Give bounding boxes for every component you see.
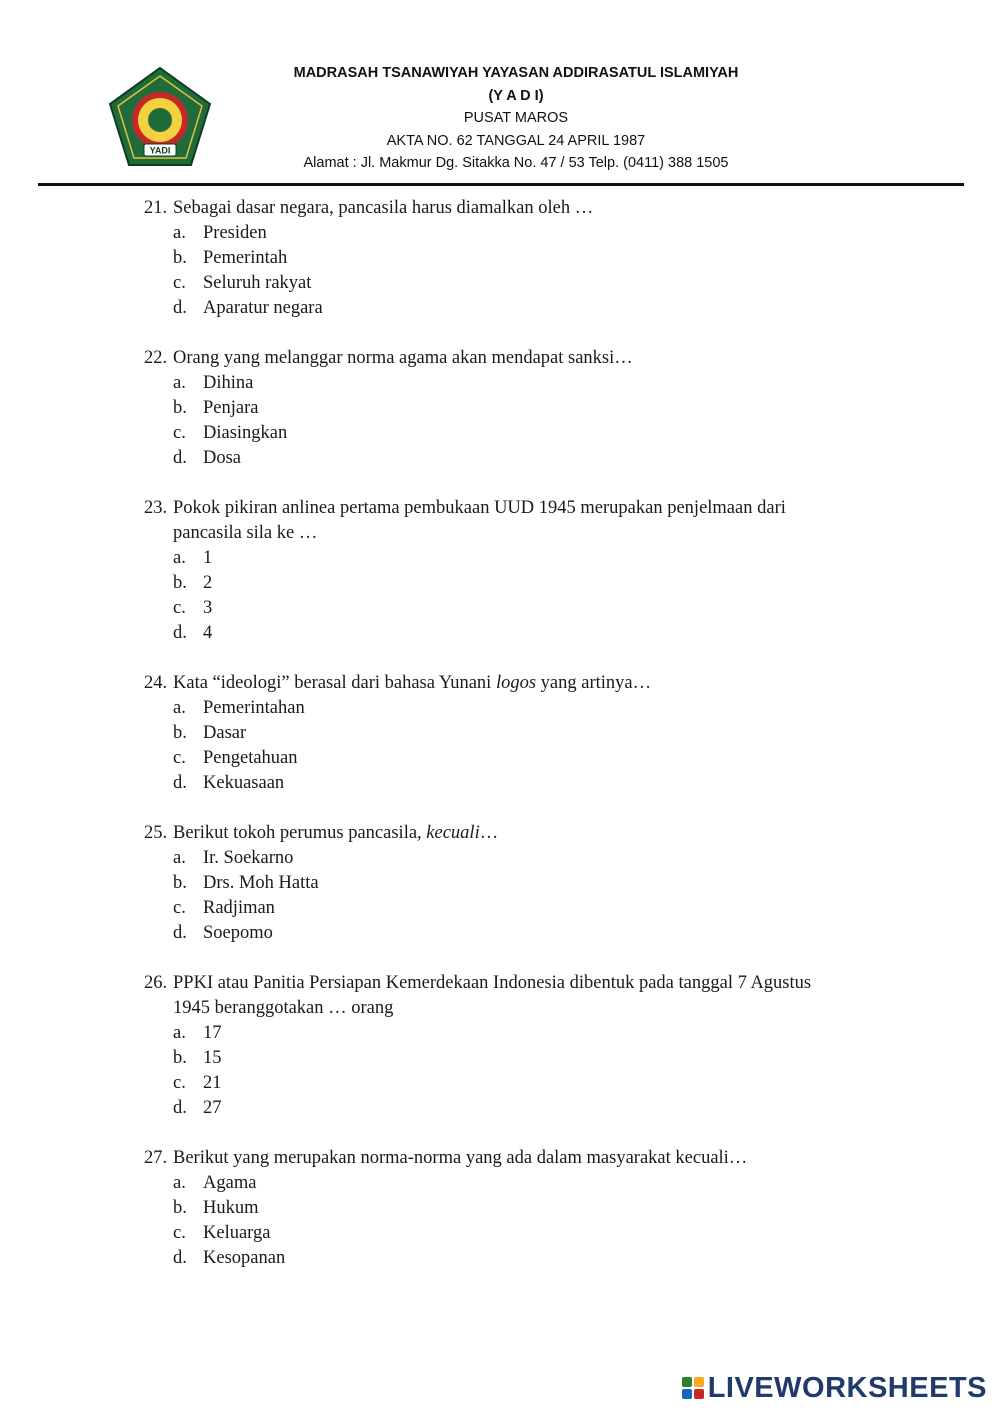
answer-option[interactable] [144, 1021, 844, 1046]
question-21 [144, 196, 844, 321]
option-letter: a. [173, 1023, 186, 1043]
question-list [144, 196, 844, 1296]
question-24 [144, 671, 844, 796]
option-letter: d. [173, 448, 187, 468]
option-text: 17 [203, 1023, 222, 1043]
option-text: Dosa [203, 448, 242, 468]
answer-option[interactable] [144, 1221, 844, 1246]
option-letter: a. [173, 373, 186, 393]
answer-option[interactable] [144, 1196, 844, 1221]
letterhead [232, 62, 800, 175]
option-text: 1 [203, 548, 213, 568]
answer-option[interactable] [144, 596, 844, 621]
question-text: Berikut yang merupakan norma-norma yang ada dalam masyarakat kecuali… [173, 1148, 748, 1168]
option-text: 4 [203, 623, 213, 643]
option-letter: b. [173, 873, 187, 893]
option-text: Pemerintah [203, 248, 288, 268]
answer-option[interactable] [144, 1046, 844, 1071]
question-text: Kata “ideologi” berasal dari bahasa Yunani logos yang artinya… [173, 673, 652, 693]
question-number: 22. [144, 348, 168, 368]
answer-option[interactable] [144, 371, 844, 396]
option-letter: d. [173, 298, 187, 318]
option-letter: d. [173, 773, 187, 793]
answer-option[interactable] [144, 921, 844, 946]
option-text: Radjiman [203, 898, 275, 918]
answer-option[interactable] [144, 696, 844, 721]
question-number: 23. [144, 498, 168, 518]
question-23 [144, 496, 844, 646]
option-letter: b. [173, 1198, 187, 1218]
answer-option[interactable] [144, 1071, 844, 1096]
svg-text:YADI: YADI [149, 145, 171, 156]
option-text: Kekuasaan [203, 773, 285, 793]
liveworksheets-logo-icon [682, 1377, 704, 1399]
question-number: 21. [144, 198, 168, 218]
option-text: Diasingkan [203, 423, 288, 443]
question-text: Berikut tokoh perumus pancasila, kecuali… [173, 823, 499, 843]
school-abbr: (Y A D I) [488, 87, 544, 104]
option-text: 15 [203, 1048, 222, 1068]
answer-option[interactable] [144, 846, 844, 871]
option-text: 21 [203, 1073, 222, 1093]
option-text: Pengetahuan [203, 748, 298, 768]
option-text: 27 [203, 1098, 222, 1118]
option-text: Drs. Moh Hatta [203, 873, 319, 893]
question-number: 25. [144, 823, 168, 843]
question-27 [144, 1146, 844, 1271]
option-letter: c. [173, 273, 186, 293]
answer-option[interactable] [144, 271, 844, 296]
option-letter: c. [173, 1073, 186, 1093]
answer-option[interactable] [144, 1171, 844, 1196]
option-letter: b. [173, 573, 187, 593]
question-26 [144, 971, 844, 1121]
question-number: 27. [144, 1148, 168, 1168]
option-letter: b. [173, 723, 187, 743]
answer-option[interactable] [144, 396, 844, 421]
school-location: PUSAT MAROS [463, 110, 569, 126]
answer-option[interactable] [144, 896, 844, 921]
answer-option[interactable] [144, 246, 844, 271]
option-text: 3 [203, 598, 213, 618]
option-letter: a. [173, 223, 186, 243]
answer-option[interactable] [144, 721, 844, 746]
answer-option[interactable] [144, 571, 844, 596]
liveworksheets-brand[interactable] [682, 1373, 987, 1403]
option-letter: a. [173, 848, 186, 868]
option-text: 2 [203, 573, 213, 593]
option-text: Agama [203, 1173, 257, 1193]
school-akta: AKTA NO. 62 TANGGAL 24 APRIL 1987 [386, 132, 646, 149]
answer-option[interactable] [144, 621, 844, 646]
option-text: Penjara [203, 398, 259, 418]
option-letter: d. [173, 923, 187, 943]
option-letter: c. [173, 598, 186, 618]
answer-option[interactable] [144, 871, 844, 896]
option-text: Pemerintahan [203, 698, 305, 718]
option-letter: b. [173, 248, 187, 268]
school-address: Alamat : Jl. Makmur Dg. Sitakka No. 47 / 53 Telp. (0411) 388 1505 [303, 155, 729, 171]
question-text: Sebagai dasar negara, pancasila harus diamalkan oleh … [173, 198, 594, 218]
option-letter: d. [173, 623, 187, 643]
option-letter: b. [173, 1048, 187, 1068]
answer-option[interactable] [144, 1246, 844, 1271]
answer-option[interactable] [144, 746, 844, 771]
question-number: 24. [144, 673, 168, 693]
option-letter: d. [173, 1248, 187, 1268]
option-text: Kesopanan [203, 1248, 286, 1268]
answer-option[interactable] [144, 546, 844, 571]
option-letter: d. [173, 1098, 187, 1118]
question-25 [144, 821, 844, 946]
option-letter: a. [173, 698, 186, 718]
brand-text: LIVEWORKSHEETS [707, 1371, 987, 1404]
option-letter: a. [173, 548, 186, 568]
answer-option[interactable] [144, 771, 844, 796]
option-text: Hukum [203, 1198, 259, 1218]
option-letter: c. [173, 748, 186, 768]
option-text: Ir. Soekarno [203, 848, 294, 868]
option-letter: c. [173, 423, 186, 443]
option-text: Seluruh rakyat [203, 273, 312, 293]
option-letter: a. [173, 1173, 186, 1193]
answer-option[interactable] [144, 221, 844, 246]
option-letter: c. [173, 898, 186, 918]
header-divider [38, 183, 964, 186]
question-text: PPKI atau Panitia Persiapan Kemerdekaan Indonesia dibentuk pada tanggal 7 Agustus 1945 beranggotakan … orang [173, 973, 812, 1018]
question-text: Pokok pikiran anlinea pertama pembukaan UUD 1945 merupakan penjelmaan dari pancasila sila ke … [173, 498, 786, 543]
answer-option[interactable] [144, 446, 844, 471]
school-name: MADRASAH TSANAWIYAH YAYASAN ADDIRASATUL ISLAMIYAH [293, 65, 739, 81]
option-text: Soepomo [203, 923, 273, 943]
option-text: Dihina [203, 373, 254, 393]
question-22 [144, 346, 844, 471]
school-emblem-logo [108, 66, 212, 168]
answer-option[interactable] [144, 296, 844, 321]
question-number: 26. [144, 973, 168, 993]
answer-option[interactable] [144, 1096, 844, 1121]
question-text: Orang yang melanggar norma agama akan mendapat sanksi… [173, 348, 633, 368]
option-text: Presiden [203, 223, 267, 243]
option-text: Keluarga [203, 1223, 271, 1243]
option-letter: c. [173, 1223, 186, 1243]
option-text: Dasar [203, 723, 247, 743]
option-letter: b. [173, 398, 187, 418]
option-text: Aparatur negara [203, 298, 323, 318]
answer-option[interactable] [144, 421, 844, 446]
